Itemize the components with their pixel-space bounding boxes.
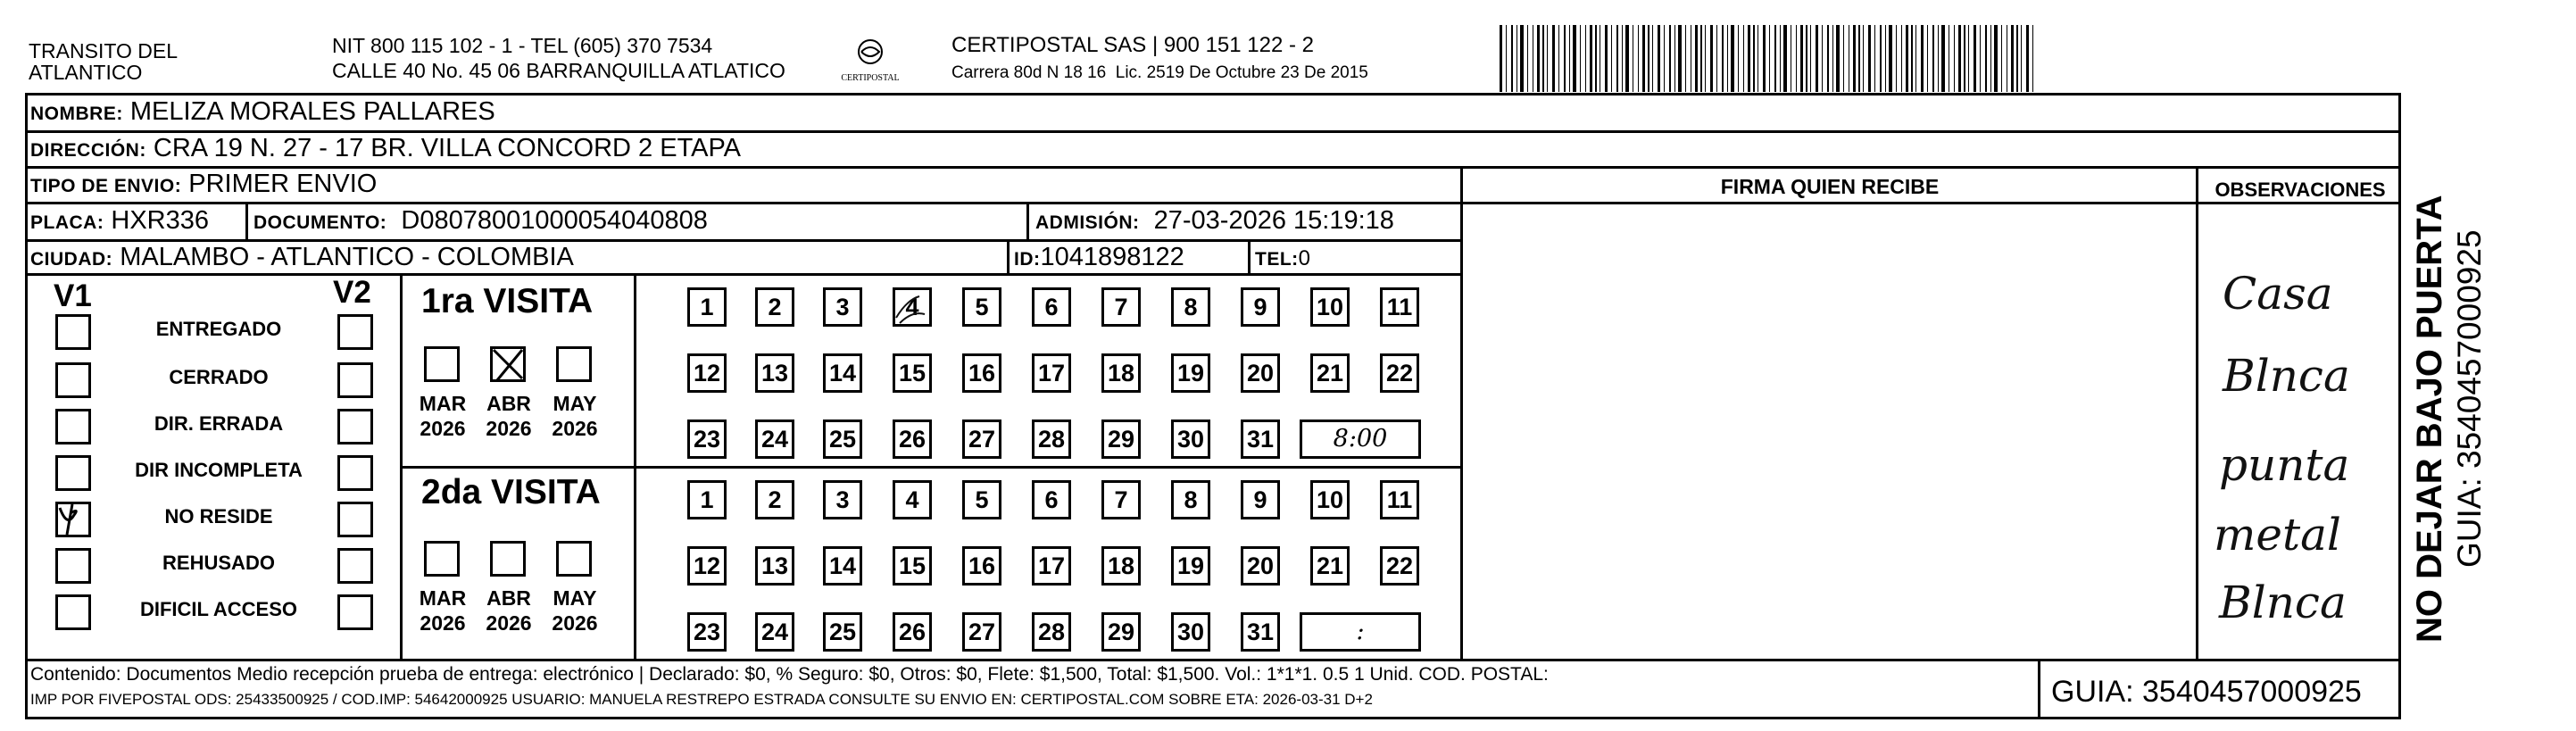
certipostal-logo <box>826 34 915 87</box>
day-box[interactable]: 5 <box>962 287 1001 327</box>
day-box[interactable]: 17 <box>1032 353 1071 393</box>
barcode-bar <box>1520 25 1524 92</box>
barcode-bar <box>1927 25 1928 92</box>
barcode-bar <box>1941 25 1945 92</box>
barcode-bar <box>1590 25 1592 92</box>
day-box[interactable]: 3 <box>823 480 862 519</box>
time-box[interactable]: 8:00 <box>1300 419 1421 459</box>
month-year: 2026 <box>552 417 598 440</box>
id-field: ID:1041898122 <box>1014 243 1184 271</box>
day-box[interactable]: 6 <box>1032 287 1071 327</box>
status-label: CERRADO <box>169 366 269 388</box>
day-box[interactable]: 12 <box>687 353 727 393</box>
time-box[interactable]: : <box>1300 612 1421 652</box>
v1-checkbox[interactable] <box>55 455 91 491</box>
observation-word: Blnca <box>2223 350 2350 402</box>
month-name: ABR <box>486 392 531 415</box>
row-divider <box>25 202 2401 204</box>
day-box[interactable]: 8 <box>1171 287 1210 327</box>
barcode-bar <box>1652 25 1653 92</box>
month-name: MAR <box>419 392 467 415</box>
day-box[interactable]: 9 <box>1241 287 1280 327</box>
observation-word: punta <box>2219 439 2350 491</box>
month-name: MAR <box>419 586 467 610</box>
placa-field: PLACA: HXR336 <box>30 206 210 235</box>
v2-checkbox[interactable] <box>337 594 373 630</box>
day-box[interactable]: 23 <box>687 419 727 459</box>
barcode-bar <box>1906 25 1908 92</box>
footer-content-line: Contenido: Documentos Medio recepción prueba de entrega: electrónico | Declarado: $0, % Seguro: $0, Otros: $0, Flete: $1,500, Total: $1,500. Vol.: 1*1*1. 0.5 1 Unid. COD. POSTAL: <box>30 664 1549 685</box>
day-box[interactable]: 24 <box>755 419 794 459</box>
tipo-envio-field: TIPO DE ENVIO: PRIMER ENVIO <box>30 170 378 198</box>
company-name-line2: ATLANTICO <box>29 61 143 84</box>
day-box[interactable]: 18 <box>1101 353 1141 393</box>
month-year: 2026 <box>486 611 532 635</box>
barcode <box>1500 25 2040 92</box>
v2-checkbox[interactable] <box>337 548 373 584</box>
day-box[interactable]: 1 <box>687 480 727 519</box>
barcode-bar <box>1616 25 1618 92</box>
day-box[interactable]: 20 <box>1241 353 1280 393</box>
visit1-title: 1ra VISITA <box>421 282 594 320</box>
v2-checkbox[interactable] <box>337 362 373 398</box>
barcode-bar <box>1874 25 1875 92</box>
month-checkbox[interactable] <box>556 541 592 577</box>
barcode-bar <box>2032 25 2033 92</box>
day-box[interactable]: 14 <box>823 546 862 586</box>
month-label <box>478 391 540 441</box>
barcode-bar <box>1985 25 1987 92</box>
day-box[interactable]: 9 <box>1241 480 1280 519</box>
day-box[interactable]: 3 <box>823 287 862 327</box>
company-name-line1: TRANSITO DEL <box>29 39 178 62</box>
barcode-bar <box>1605 25 1608 92</box>
day-box[interactable]: 10 <box>1310 287 1350 327</box>
day-box[interactable]: 11 <box>1380 287 1419 327</box>
barcode-bar <box>1573 25 1576 92</box>
month-checkbox[interactable] <box>424 346 460 382</box>
day-box[interactable]: 13 <box>755 546 794 586</box>
barcode-bar <box>1716 25 1717 92</box>
barcode-bar <box>1806 25 1807 92</box>
barcode-bar <box>1500 25 1502 92</box>
barcode-bar <box>1843 25 1844 92</box>
month-year: 2026 <box>420 417 466 440</box>
barcode-bar <box>1858 25 1860 92</box>
nombre-field: NOMBRE: MELIZA MORALES PALLARES <box>30 97 495 126</box>
barcode-bar <box>1832 25 1833 92</box>
col-divider <box>245 202 248 239</box>
address-line: CALLE 40 No. 45 06 BARRANQUILLA ATLATICO <box>332 59 785 82</box>
day-box[interactable]: 31 <box>1241 612 1280 652</box>
observation-word: Casa <box>2223 268 2333 320</box>
day-box[interactable]: 27 <box>962 419 1001 459</box>
barcode-bar <box>1885 25 1886 92</box>
barcode-bar <box>1638 25 1639 92</box>
col-divider <box>2038 659 2040 719</box>
barcode-bar <box>1896 25 1897 92</box>
barcode-bar <box>1853 25 1856 92</box>
day-box[interactable]: 23 <box>687 612 727 652</box>
day-box[interactable]: 7 <box>1101 480 1141 519</box>
direccion-field: DIRECCIÓN: CRA 19 N. 27 - 17 BR. VILLA CONCORD 2 ETAPA <box>30 134 742 162</box>
status-label: DIR INCOMPLETA <box>135 459 303 481</box>
admision-field: ADMISIÓN: 27-03-2026 15:19:18 <box>1035 206 1394 235</box>
month-name: MAY <box>553 392 597 415</box>
barcode-bar <box>1527 25 1528 92</box>
barcode-bar <box>1889 25 1892 92</box>
barcode-bar <box>1537 25 1540 92</box>
day-box[interactable]: 2 <box>755 480 794 519</box>
signature-header: FIRMA QUIEN RECIBE <box>1720 175 1940 198</box>
barcode-bar <box>1506 25 1507 92</box>
day-box[interactable]: 30 <box>1171 612 1210 652</box>
status-label: DIFICIL ACCESO <box>139 598 297 620</box>
barcode-bar <box>1748 25 1750 92</box>
barcode-bar <box>1700 25 1702 92</box>
month-label <box>411 586 474 635</box>
barcode-bar <box>2016 25 2018 92</box>
month-checkbox[interactable] <box>490 541 526 577</box>
v2-label: V2 <box>333 275 371 310</box>
barcode-bar <box>1968 25 1969 92</box>
barcode-bar <box>1595 25 1597 92</box>
barcode-bar <box>1880 25 1882 92</box>
day-box[interactable]: 12 <box>687 546 727 586</box>
month-checkbox[interactable] <box>490 346 526 382</box>
day-box[interactable]: 27 <box>962 612 1001 652</box>
barcode-bar <box>1678 25 1682 92</box>
barcode-bar <box>1783 25 1787 92</box>
barcode-bar <box>1611 25 1612 92</box>
day-box[interactable]: 19 <box>1171 353 1210 393</box>
tel-field: TEL:0 <box>1255 246 1311 270</box>
barcode-bar <box>1863 25 1864 92</box>
footer-print-line: IMP POR FIVEPOSTAL ODS: 25433500925 / COD.IMP: 54642000925 USUARIO: MANUELA RESTREPO ESTRADA CONSULTE SU ENVIO EN: CERTIPOSTAL.COM SOBRE ETA: 2026-03-31 D+2 <box>30 691 1373 708</box>
day-box[interactable]: 16 <box>962 546 1001 586</box>
barcode-bar <box>1816 25 1818 92</box>
barcode-bar <box>1658 25 1660 92</box>
day-box[interactable]: 29 <box>1101 612 1141 652</box>
status-label: DIR. ERRADA <box>154 412 284 435</box>
status-label: REHUSADO <box>162 552 275 574</box>
v1-checkbox[interactable] <box>55 314 91 350</box>
day-box[interactable]: 21 <box>1310 546 1350 586</box>
observation-word: Blnca <box>2219 577 2347 628</box>
barcode-bar <box>1938 25 1939 92</box>
day-box[interactable]: 29 <box>1101 419 1141 459</box>
barcode-bar <box>1705 25 1706 92</box>
barcode-bar <box>1625 25 1629 92</box>
footer-guia: GUIA: 3540457000925 <box>2051 675 2362 709</box>
col-divider <box>2196 166 2198 660</box>
day-box[interactable]: 10 <box>1310 480 1350 519</box>
month-label <box>478 586 540 635</box>
nit-line: NIT 800 115 102 - 1 - TEL (605) 370 7534 <box>332 34 713 57</box>
barcode-bar <box>1796 25 1797 92</box>
barcode-bar <box>1727 25 1728 92</box>
month-label <box>411 391 474 441</box>
v1-label: V1 <box>54 278 92 313</box>
day-box[interactable]: 8 <box>1171 480 1210 519</box>
day-box[interactable]: 14 <box>823 353 862 393</box>
v2-checkbox[interactable] <box>337 314 373 350</box>
barcode-bar <box>1954 25 1955 92</box>
day-box[interactable]: 4 <box>893 287 932 327</box>
barcode-bar <box>1753 25 1755 92</box>
day-box[interactable]: 1 <box>687 287 727 327</box>
barcode-bar <box>1743 25 1744 92</box>
observations-header: OBSERVACIONES <box>2215 179 2386 201</box>
month-year: 2026 <box>420 611 466 635</box>
day-box[interactable]: 26 <box>893 419 932 459</box>
month-checkbox[interactable] <box>424 541 460 577</box>
barcode-bar <box>1810 25 1811 92</box>
day-box[interactable]: 4 <box>893 480 932 519</box>
day-box[interactable]: 15 <box>893 353 932 393</box>
barcode-bar <box>1911 25 1913 92</box>
barcode-bar <box>2011 25 2014 92</box>
barcode-bar <box>1994 25 1998 92</box>
day-box[interactable]: 2 <box>755 287 794 327</box>
day-box[interactable]: 28 <box>1032 419 1071 459</box>
day-box[interactable]: 22 <box>1380 546 1419 586</box>
barcode-bar <box>1722 25 1724 92</box>
barcode-bar <box>1580 25 1581 92</box>
barcode-bar <box>1800 25 1803 92</box>
ciudad-field: CIUDAD: MALAMBO - ATLANTICO - COLOMBIA <box>30 243 574 271</box>
side-guia: GUIA: 3540457000925 <box>2451 229 2488 568</box>
status-label: NO RESIDE <box>164 505 273 527</box>
barcode-bar <box>1836 25 1840 92</box>
v1-checkbox[interactable] <box>55 362 91 398</box>
barcode-bar <box>1664 25 1665 92</box>
barcode-bar <box>1990 25 1991 92</box>
day-box[interactable]: 21 <box>1310 353 1350 393</box>
month-label <box>544 391 606 441</box>
barcode-bar <box>1552 25 1555 92</box>
barcode-bar <box>1669 25 1671 92</box>
v1-checkbox[interactable] <box>55 548 91 584</box>
barcode-bar <box>2026 25 2029 92</box>
v2-checkbox[interactable] <box>337 409 373 444</box>
footer-divider <box>25 659 2401 661</box>
barcode-bar <box>1769 25 1770 92</box>
courier-sub: Carrera 80d N 18 16 Lic. 2519 De Octubre 23 De 2015 <box>951 63 1368 82</box>
day-box[interactable]: 7 <box>1101 287 1141 327</box>
day-box[interactable]: 24 <box>755 612 794 652</box>
row-divider <box>25 166 2401 169</box>
month-name: MAY <box>553 586 597 610</box>
barcode-bar <box>2001 25 2002 92</box>
month-label <box>544 586 606 635</box>
documento-field: DOCUMENTO: D08078001000054040808 <box>253 206 708 235</box>
day-box[interactable]: 18 <box>1101 546 1141 586</box>
day-box[interactable]: 5 <box>962 480 1001 519</box>
day-box[interactable]: 6 <box>1032 480 1071 519</box>
col-divider <box>1026 202 1029 239</box>
visit-divider <box>400 466 1462 469</box>
visit2-title: 2da VISITA <box>421 473 601 511</box>
barcode-bar <box>1980 25 1981 92</box>
day-box[interactable]: 26 <box>893 612 932 652</box>
barcode-bar <box>1511 25 1513 92</box>
barcode-bar <box>1558 25 1559 92</box>
barcode-bar <box>1622 25 1623 92</box>
barcode-bar <box>1974 25 1976 92</box>
side-warning: NO DEJAR BAJO PUERTA <box>2410 195 2449 643</box>
month-checkbox[interactable] <box>556 346 592 382</box>
barcode-bar <box>1674 25 1675 92</box>
day-box[interactable]: 17 <box>1032 546 1071 586</box>
barcode-bar <box>1964 25 1965 92</box>
v1-checkbox[interactable] <box>55 594 91 630</box>
barcode-bar <box>1695 25 1698 92</box>
barcode-bar <box>1822 25 1823 92</box>
logo-text: CERTIPOSTAL <box>841 73 900 83</box>
day-box[interactable]: 15 <box>893 546 932 586</box>
day-box[interactable]: 22 <box>1380 353 1419 393</box>
month-year: 2026 <box>552 611 598 635</box>
barcode-bar <box>1585 25 1586 92</box>
barcode-bar <box>2021 25 2022 92</box>
barcode-bar <box>1901 25 1902 92</box>
status-label: ENTREGADO <box>155 318 282 340</box>
barcode-bar <box>1685 25 1686 92</box>
v2-checkbox[interactable] <box>337 502 373 537</box>
barcode-bar <box>1648 25 1649 92</box>
day-box[interactable]: 16 <box>962 353 1001 393</box>
day-box[interactable]: 13 <box>755 353 794 393</box>
barcode-bar <box>1958 25 1961 92</box>
barcode-bar <box>1710 25 1713 92</box>
col-divider <box>1007 239 1010 273</box>
signature-area[interactable] <box>1466 205 2194 657</box>
barcode-bar <box>1757 25 1758 92</box>
barcode-bar <box>1780 25 1781 92</box>
barcode-bar <box>1642 25 1645 92</box>
col-divider <box>1248 239 1251 273</box>
barcode-bar <box>1564 25 1566 92</box>
barcode-bar <box>1547 25 1548 92</box>
obs-divider <box>2198 202 2401 204</box>
barcode-bar <box>1569 25 1570 92</box>
day-box[interactable]: 20 <box>1241 546 1280 586</box>
barcode-bar <box>1932 25 1934 92</box>
day-box[interactable]: 28 <box>1032 612 1071 652</box>
barcode-bar <box>1763 25 1766 92</box>
col-divider <box>1460 166 1463 660</box>
v1-checkbox[interactable] <box>55 502 91 537</box>
day-box[interactable]: 11 <box>1380 480 1419 519</box>
v2-checkbox[interactable] <box>337 455 373 491</box>
day-box[interactable]: 25 <box>823 612 862 652</box>
day-box[interactable]: 19 <box>1171 546 1210 586</box>
month-name: ABR <box>486 586 531 610</box>
barcode-bar <box>1915 25 1916 92</box>
month-year: 2026 <box>486 417 532 440</box>
day-box[interactable]: 31 <box>1241 419 1280 459</box>
observation-word: metal <box>2214 509 2341 561</box>
barcode-bar <box>1921 25 1924 92</box>
barcode-bar <box>1738 25 1739 92</box>
barcode-bar <box>1774 25 1776 92</box>
barcode-bar <box>1827 25 1829 92</box>
courier-line: CERTIPOSTAL SAS | 900 151 122 - 2 <box>951 33 1314 57</box>
day-box[interactable]: 30 <box>1171 419 1210 459</box>
barcode-bar <box>1542 25 1544 92</box>
v1-checkbox[interactable] <box>55 409 91 444</box>
barcode-bar <box>1731 25 1734 92</box>
day-box[interactable]: 25 <box>823 419 862 459</box>
barcode-bar <box>1868 25 1871 92</box>
